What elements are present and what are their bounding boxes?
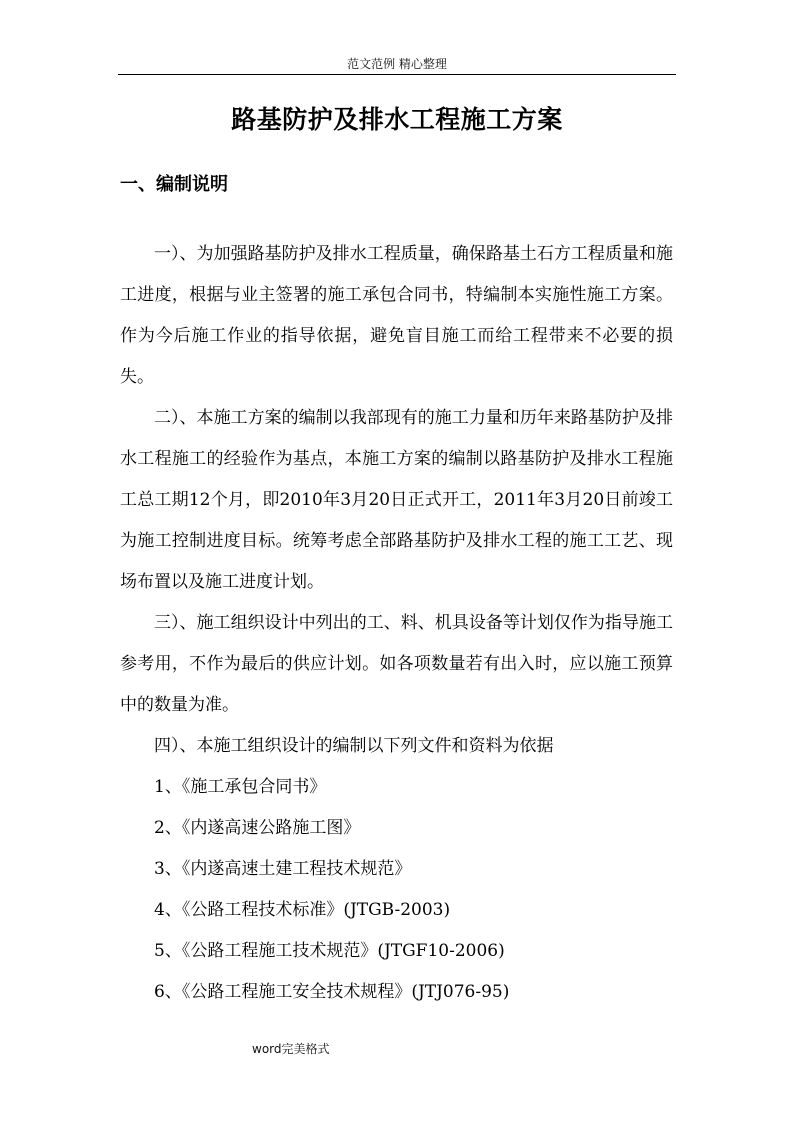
header-divider: [118, 74, 676, 75]
reference-item-1: 1、《施工承包合同书》: [154, 777, 327, 797]
paragraph-1: 一）、为加强路基防护及排水工程质量，确保路基土石方工程质量和施工进度，根据与业主签署的施工承包合同书，特编制本实施性施工方案。作为今后施工作业的指导依据，避免盲目施工而给工程带来不必要的损失。: [120, 244, 673, 387]
document-title: 路基防护及排水工程施工方案: [231, 105, 563, 134]
section-heading: 一、编制说明: [120, 174, 228, 195]
reference-item-2: 2、《内遂高速公路施工图》: [154, 818, 361, 838]
document-body: [120, 234, 673, 1013]
paragraph-4: 四）、本施工组织设计的编制以下列文件和资料为依据: [154, 736, 554, 756]
reference-item-5: 5、《公路工程施工技术规范》(JTGF10-2006): [154, 941, 505, 961]
reference-item-6: 6、《公路工程施工安全技术规程》(JTJ076-95): [154, 982, 510, 1002]
page-header: 范文范例 精心整理: [347, 57, 447, 71]
reference-item-3: 3、《内遂高速土建工程技术规范》: [154, 859, 412, 879]
reference-item-4: 4、《公路工程技术标准》(JTGB-2003): [154, 900, 451, 920]
page-footer: word完美格式: [252, 1042, 330, 1056]
paragraph-3: 三）、施工组织设计中列出的工、料、机具设备等计划仅作为指导施工参考用，不作为最后的供应计划。如各项数量若有出入时，应以施工预算中的数量为准。: [120, 613, 673, 715]
paragraph-2: 二）、本施工方案的编制以我部现有的施工力量和历年来路基防护及排水工程施工的经验作为基点，本施工方案的编制以路基防护及排水工程施工总工期12个月，即2010年3月20日正式开工，2011年3月20日前竣工为施工控制进度目标。统筹考虑全部路基防护及排水工程的施工工艺、现场布置以及施工进度计划。: [120, 408, 673, 592]
